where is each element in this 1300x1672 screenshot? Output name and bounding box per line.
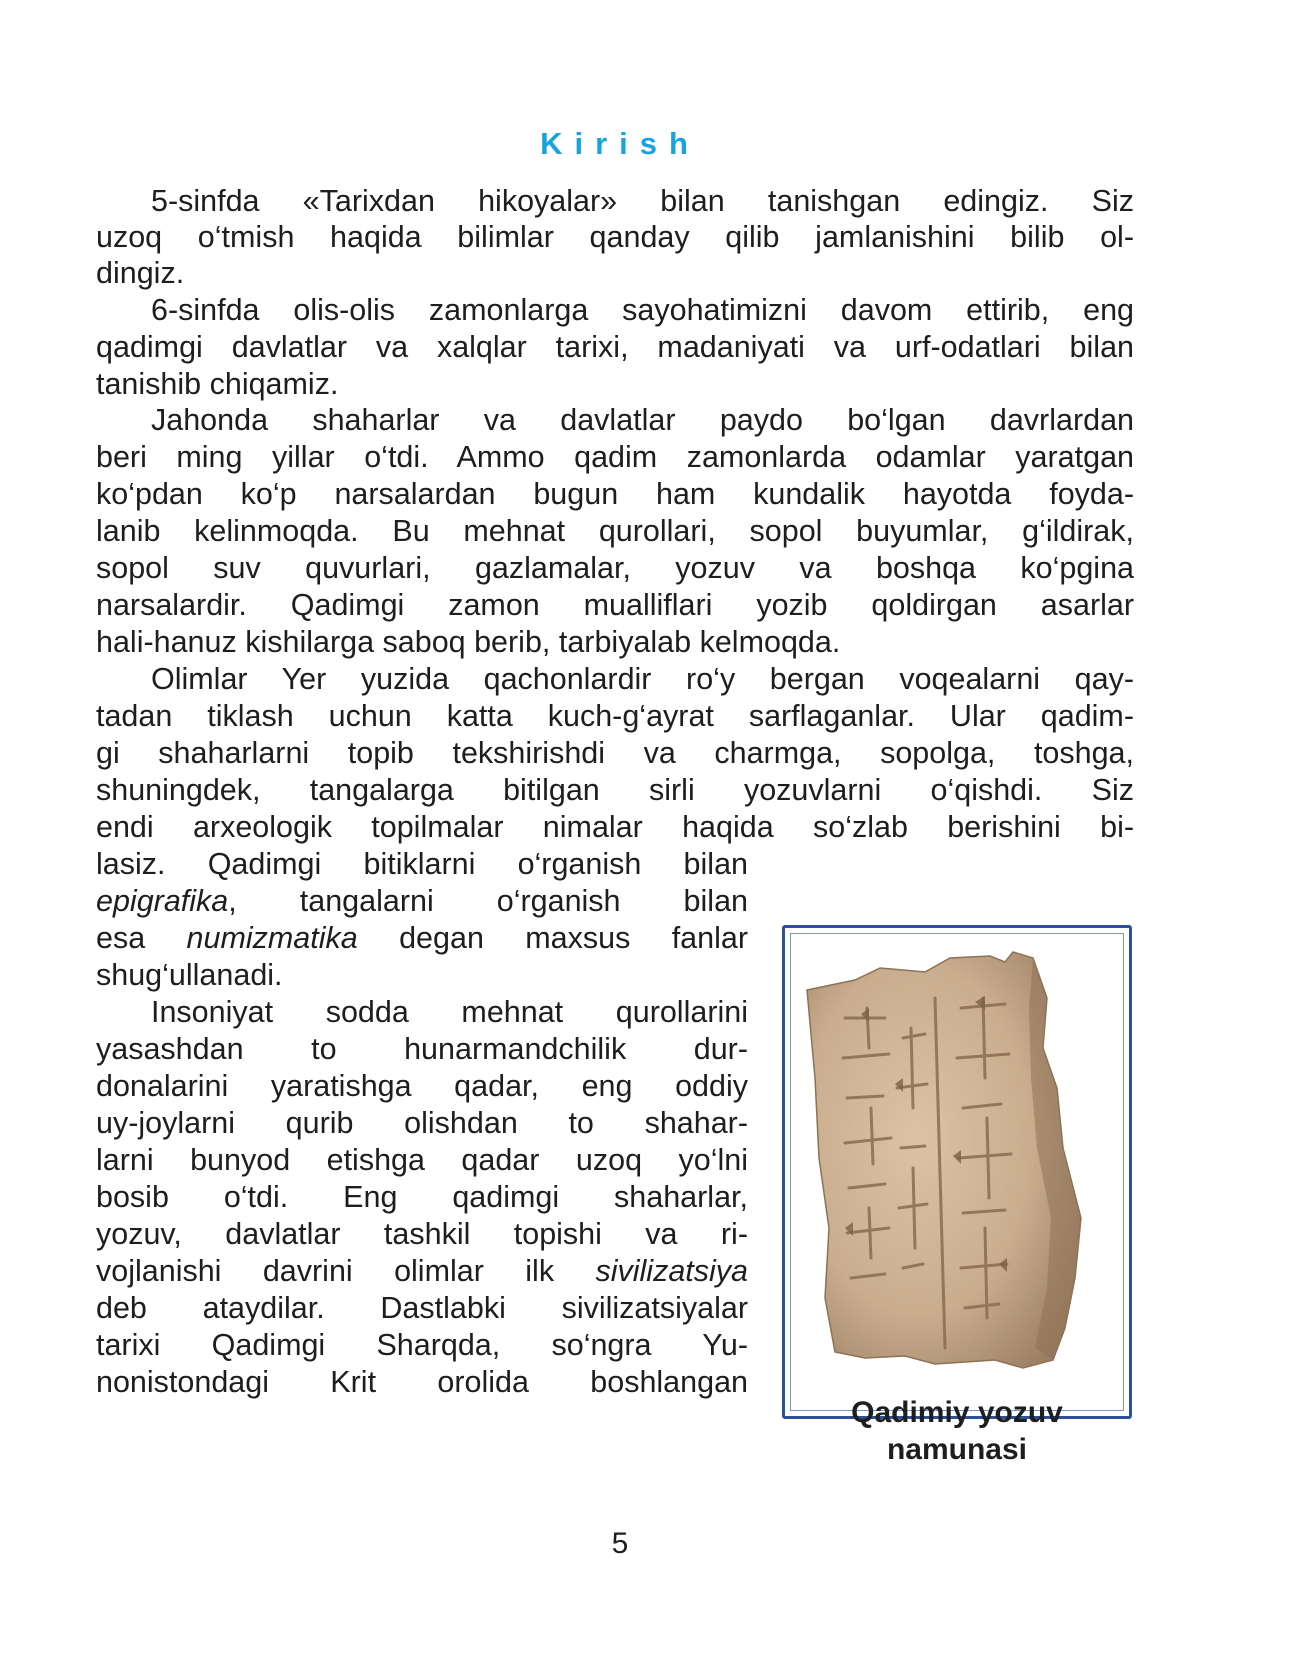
- text-line: shuningdek, tangalarga bitilgan sirli yozuvlarni o‘qishdi. Siz: [96, 773, 1134, 807]
- inscribed-stone-image: [785, 928, 1129, 1416]
- text-line: Insoniyat sodda mehnat qurollarini: [151, 995, 748, 1029]
- text-span: esa: [96, 921, 187, 955]
- text-line: 5-sinfda «Tarixdan hikoyalar» bilan tanishgan edingiz. Siz: [151, 184, 1134, 218]
- term-epigrafika: epigrafika: [96, 884, 229, 918]
- figure-caption-line2: namunasi: [886, 1433, 1028, 1466]
- text-line: deb ataydilar. Dastlabki sivilizatsiyalar: [96, 1291, 748, 1325]
- text-line: 6-sinfda olis-olis zamonlarga sayohatimizni davom ettirib, eng: [151, 293, 1134, 327]
- figure-caption-line1: Qadimiy yozuv: [851, 1396, 1063, 1429]
- text-line: Olimlar Yer yuzida qachonlardir ro‘y bergan voqealarni qay-: [151, 662, 1134, 696]
- text-line: larni bunyod etishga qadar uzoq yo‘lni: [96, 1143, 748, 1177]
- text-line: yasashdan to hunarmandchilik dur-: [96, 1032, 748, 1066]
- text-line: endi arxeologik topilmalar nimalar haqida so‘zlab berishini bi-: [96, 810, 1134, 844]
- text-span: vojlanishi davrini olimlar ilk: [96, 1254, 596, 1288]
- text-line: gi shaharlarni topib tekshirishdi va charmga, sopolga, toshga,: [96, 736, 1134, 770]
- term-sivilizatsiya: sivilizatsiya: [595, 1254, 748, 1288]
- text-line: donalarini yaratishga qadar, eng oddiy: [96, 1069, 748, 1103]
- text-line: [96, 920, 748, 956]
- text-line: beri ming yillar o‘tdi. Ammo qadim zamonlarda odamlar yaratgan: [96, 440, 1134, 474]
- figure-frame: [782, 925, 1132, 1419]
- text-line: Jahonda shaharlar va davlatlar paydo bo‘lgan davrlardan: [151, 403, 1134, 437]
- page-number: 5: [611, 1527, 629, 1560]
- text-line: lanib kelinmoqda. Bu mehnat qurollari, sopol buyumlar, g‘ildirak,: [96, 514, 1134, 548]
- text-line: tanishib chiqamiz.: [96, 367, 339, 401]
- text-line: hali-hanuz kishilarga saboq berib, tarbiyalab kelmoqda.: [96, 625, 841, 659]
- text-line: tadan tiklash uchun katta kuch-g‘ayrat sarflaganlar. Ular qadim-: [96, 699, 1134, 733]
- text-line: lasiz. Qadimgi bitiklarni o‘rganish bilan: [96, 847, 748, 881]
- text-line: shug‘ullanadi.: [96, 958, 283, 992]
- text-span: , tangalarni o‘rganish bilan: [228, 884, 748, 918]
- text-line: bosib o‘tdi. Eng qadimgi shaharlar,: [96, 1180, 748, 1214]
- text-line: dingiz.: [96, 256, 185, 290]
- text-line: sopol suv quvurlari, gazlamalar, yozuv va boshqa ko‘pgina: [96, 551, 1134, 585]
- text-line: [96, 883, 748, 919]
- text-line: [96, 1253, 748, 1289]
- text-line: nonistondagi Krit orolida boshlangan: [96, 1365, 748, 1399]
- term-numizmatika: numizmatika: [186, 921, 358, 955]
- text-line: uzoq o‘tmish haqida bilimlar qanday qilib jamlanishini bilib ol-: [96, 220, 1134, 254]
- text-line: uy-joylarni qurib olishdan to shahar-: [96, 1106, 748, 1140]
- text-line: yozuv, davlatlar tashkil topishi va ri-: [96, 1217, 748, 1251]
- text-line: narsalardir. Qadimgi zamon mualliflari yozib qoldirgan asarlar: [96, 588, 1134, 622]
- text-line: qadimgi davlatlar va xalqlar tarixi, madaniyati va urf-odatlari bilan: [96, 330, 1134, 364]
- text-line: tarixi Qadimgi Sharqda, so‘ngra Yu-: [96, 1328, 748, 1362]
- text-line: ko‘pdan ko‘p narsalardan bugun ham kundalik hayotda foyda-: [96, 477, 1134, 511]
- chapter-title: Kirish: [540, 126, 700, 161]
- text-span: degan maxsus fanlar: [357, 921, 748, 955]
